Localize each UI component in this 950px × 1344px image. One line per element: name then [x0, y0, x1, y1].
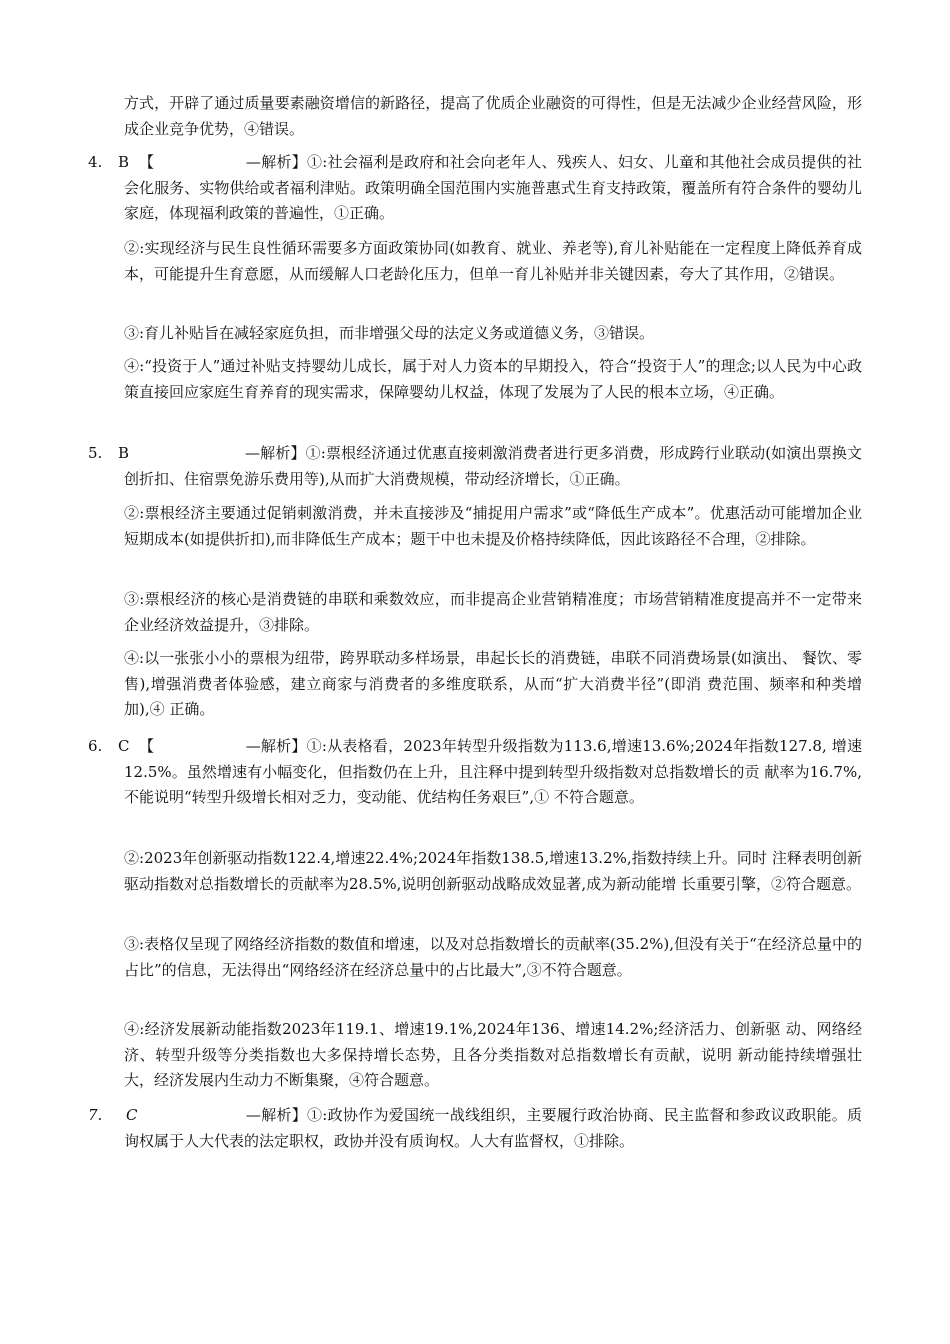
q7-answer: C: [126, 1106, 138, 1124]
q7-number: 7.: [88, 1106, 103, 1124]
q6-answer: C: [118, 737, 130, 755]
q6-analysis-1: 【 —解析】①:从表格看，2023年转型升级指数为113.6,增速13.6%;2024年指数127.8, 增速12.5%。虽然增速有小幅变化，但指数仍在上升，且注释中提到转型升级指数对总指数增长的贡 献率为16.7%,不能说明“转型升级增长相对乏力，变动能、优结构任务艰巨”,① 不符合题意。: [124, 737, 862, 806]
q5-analysis-1: —解析】①:票根经济通过优惠直接刺激消费者进行更多消费，形成跨行业联动(如演出票换文创折扣、住宿票免游乐费用等),从而扩大消费规模，带动经济增长，①正确。: [124, 444, 862, 488]
q4-number: 4.: [88, 153, 103, 171]
q4-analysis-3: ③:育儿补贴旨在减轻家庭负担，而非增强父母的法定义务或道德义务，③错误。: [124, 324, 655, 342]
intro-paragraph: 方式，开辟了通过质量要素融资增信的新路径，提高了优质企业融资的可得性，但是无法减少企业经营风险，形成企业竞争优势，④错误。: [124, 94, 862, 138]
q5-answer: B: [118, 444, 130, 462]
q5-analysis-2: ②:票根经济主要通过促销刺激消费，并未直接涉及“捕捉用户需求”或“降低生产成本”。优惠活动可能增加企业短期成本(如提供折扣),而非降低生产成本；题干中也未提及价格持续降低，因此该路径不合理，②排除。: [124, 504, 862, 548]
q6-analysis-2: ②:2023年创新驱动指数122.4,增速22.4%;2024年指数138.5,增速13.2%,指数持续上升。同时 注释表明创新驱动指数对总指数增长的贡献率为28.5%,说明创新驱动战略成效显著,成为新动能增 长重要引擎，②符合题意。: [124, 849, 862, 893]
q4-analysis-4: ④:“投资于人”通过补贴支持婴幼儿成长，属于对人力资本的早期投入，符合“投资于人”的理念;以人民为中心政策直接回应家庭生育养育的现实需求，保障婴幼儿权益，体现了发展为了人民的根本立场，④正确。: [124, 357, 862, 401]
q4-answer: B: [118, 153, 130, 171]
q6-analysis-3: ③:表格仅呈现了网络经济指数的数值和增速，以及对总指数增长的贡献率(35.2%),但没有关于“在经济总量中的占比”的信息，无法得出“网络经济在经济总量中的占比最大”,③不符合题意。: [124, 935, 862, 979]
q5-number: 5.: [88, 444, 103, 462]
q5-analysis-3: ③:票根经济的核心是消费链的串联和乘数效应，而非提高企业营销精准度；市场营销精准度提高并不一定带来企业经济效益提升，③排除。: [124, 590, 862, 634]
q6-number: 6.: [88, 737, 103, 755]
q7-analysis-1: —解析】①:政协作为爱国统一战线组织，主要履行政治协商、民主监督和参政议政职能。质询权属于人大代表的法定职权，政协并没有质询权。人大有监督权，①排除。: [124, 1106, 862, 1150]
q4-analysis-1: 【 —解析】①:社会福利是政府和社会向老年人、残疾人、妇女、儿童和其他社会成员提供的社会化服务、实物供给或者福利津贴。政策明确全国范围内实施普惠式生育支持政策，覆盖所有符合条件的婴幼儿家庭，体现福利政策的普遍性，①正确。: [124, 153, 862, 222]
q4-analysis-2: ②:实现经济与民生良性循环需要多方面政策协同(如教育、就业、养老等),育儿补贴能在一定程度上降低养育成本，可能提升生育意愿，从而缓解人口老龄化压力，但单一育儿补贴并非关键因素，夸大了其作用，②错误。: [124, 239, 862, 283]
q6-analysis-4: ④:经济发展新动能指数2023年119.1、增速19.1%,2024年136、增速14.2%;经济活力、创新驱 动、网络经济、转型升级等分类指数也大多保持增长态势，且各分类指数对总指数增长有贡献，说明 新动能持续增强壮大，经济发展内生动力不断集聚，④符合题意。: [124, 1020, 862, 1089]
q5-analysis-4: ④:以一张张小小的票根为纽带，跨界联动多样场景，串起长长的消费链，串联不同消费场景(如演出、 餐饮、零售),增强消费者体验感，建立商家与消费者的多维度联系，从而“扩大消费半径”(即消 费范围、频率和种类增加),④ 正确。: [124, 649, 862, 718]
